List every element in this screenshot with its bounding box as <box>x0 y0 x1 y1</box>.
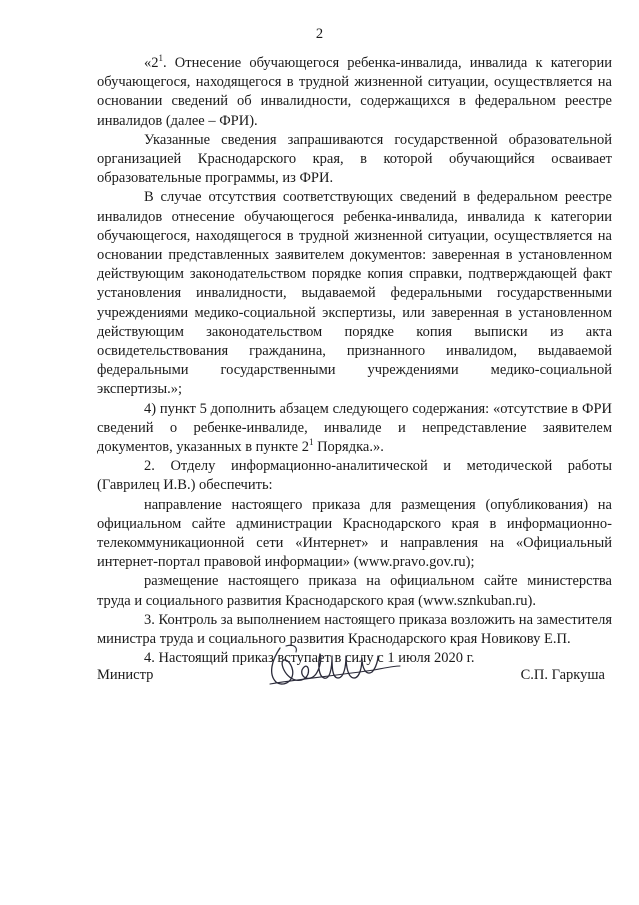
paragraph-1: «$2^1$. Отнесение обучающегося ребенка-инвалида, инвалида к категории обучающегося, находящегося в трудной жизненной ситуации, осуществляется на основании сведений об инвалидности, содержащихся в федеральном реестре инвалидов (далее – ФРИ). <box>97 53 612 129</box>
paragraph-6: направление настоящего приказа для размещения (опубликования) на официальном сайте администрации Краснодарского края в информационно-телекоммуникационной сети «Интернет» и направления на «Официальный интернет-портал правовой информации» (www.pravo.gov.ru); <box>97 496 612 571</box>
handwritten-signature <box>262 640 402 692</box>
signatory-title: Министр <box>97 667 154 683</box>
paragraph-3: В случае отсутствия соответствующих сведений в федеральном реестре инвалидов отнесение обучающегося ребенка-инвалида, инвалида к категории обучающегося, находящегося в трудной жизненной ситуации, осуществляется на основании представленных заявителем документов: заверенная в установленном действующим законодательством порядке копия справки, подтверждающей факт установления инвалидности, выдаваемой федеральными государственными учреждениями медико-социальной экспертизы, или заверенная в установленном действующим законодательством порядке копия выписки из акта освидетельствования гражданина, признанного инвалидом, выдаваемой федеральными государственными учреждениями медико-социальной экспертизы.»; <box>97 189 612 398</box>
paragraph-8: 3. Контроль за выполнением настоящего приказа возложить на заместителя министра труда и социального развития Краснодарского края Новикову Е.П. <box>97 611 612 648</box>
paragraph-4: 4) пункт 5 дополнить абзацем следующего содержания: «отсутствие в ФРИ сведений о ребенке-инвалиде, инвалиде и непредставление заявителем документов, указанных в пункте $2^1$ Порядка.». <box>97 400 612 456</box>
paragraph-2: Указанные сведения запрашиваются государственной образовательной организацией Краснодарского края, в которой обучающийся осваивает образовательные программы, из ФРИ. <box>97 131 612 187</box>
paragraph-9: 4. Настоящий приказ вступает в силу с 1 июля 2020 г. <box>144 650 475 667</box>
page-number: 2 <box>315 26 324 42</box>
paragraph-5: 2. Отделу информационно-аналитической и методической работы (Гаврилец И.В.) обеспечить: <box>97 458 612 494</box>
signatory-name: С.П. Гаркуша <box>520 667 605 683</box>
paragraph-7: размещение настоящего приказа на официальном сайте министерства труда и социального развития Краснодарского края (www.sznkuban.ru). <box>97 573 612 609</box>
document-body <box>97 54 612 669</box>
